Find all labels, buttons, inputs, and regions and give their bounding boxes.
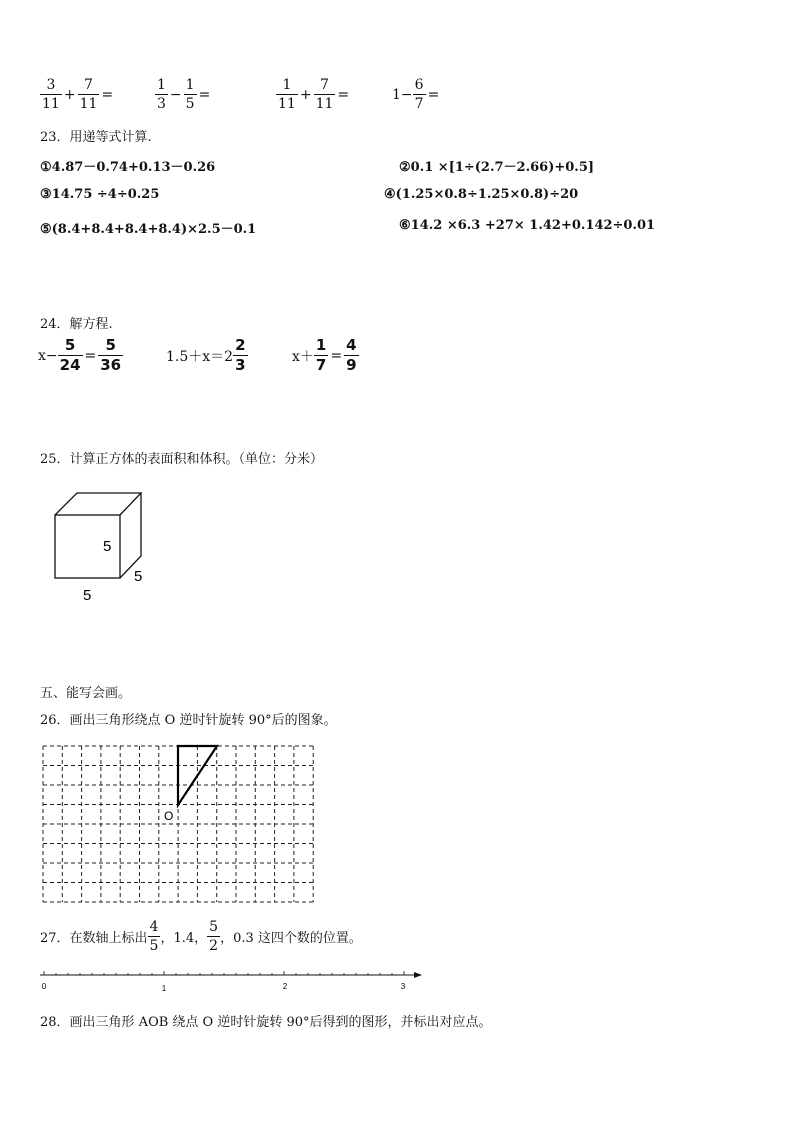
equals: =	[101, 86, 114, 103]
equation-3	[292, 338, 359, 373]
fraction: $\frac{4}{9}$	[346, 336, 357, 374]
fraction: $\frac{1}{11}$	[278, 77, 296, 112]
equation-2	[166, 338, 248, 373]
fraction: $\frac{7}{11}$	[315, 77, 334, 112]
number-line	[36, 966, 426, 994]
fraction: $\frac{1}{3}$	[157, 77, 166, 112]
operator: +	[299, 86, 312, 103]
q23-item-1: ①4.87－0.74+0.13－0.26	[40, 160, 216, 175]
fraction: $\frac{6}{7}$	[414, 77, 424, 112]
frac-expr-3	[276, 78, 351, 111]
fraction: $\frac{5}{24}$	[59, 336, 81, 374]
equals: =	[337, 86, 350, 103]
cube-figure	[50, 488, 160, 608]
q23-item-5: ⑤(8.4+8.4+8.4+8.4)×2.5－0.1	[40, 222, 257, 237]
cube-label-bottom: 5	[83, 587, 92, 604]
q27-text: ，1.4，	[160, 931, 208, 946]
q23-item-2: ②0.1 ×[1÷(2.7－2.66)+0.5]	[399, 160, 595, 175]
fraction: $\frac{1}{5}$	[185, 77, 195, 112]
q24-title: 24．解方程.	[40, 317, 113, 332]
cube-label-front: 5	[103, 538, 112, 555]
operator: +	[63, 86, 76, 103]
grid-figure	[40, 742, 320, 906]
expr-lead: 1−	[392, 86, 413, 103]
equals: =	[84, 347, 97, 364]
frac-expr-1	[40, 78, 115, 111]
frac-expr-2	[155, 78, 212, 111]
fraction: $\frac{7}{11}$	[79, 77, 98, 112]
equals: =	[330, 347, 343, 364]
cube-side-face	[120, 493, 141, 578]
q23-title: 23．用递等式计算.	[40, 130, 152, 145]
equals: =	[198, 86, 211, 103]
fraction: $\frac{4}{5}$	[149, 919, 159, 954]
tick-label-2: 2	[282, 982, 288, 991]
cube-label-side: 5	[134, 568, 143, 585]
fraction: $\frac{5}{2}$	[209, 919, 219, 954]
point-o-label: O	[164, 809, 174, 823]
q26-title: 26．画出三角形绕点 O 逆时针旋转 90°后的图象。	[40, 713, 337, 728]
tick-label-3: 3	[400, 982, 406, 991]
equation-1	[38, 338, 123, 373]
equals: =	[427, 86, 440, 103]
section-title: 五、能写会画。	[40, 686, 132, 701]
q25-title: 25．计算正方体的表面积和体积。（单位：分米）	[40, 452, 324, 467]
equation-text: 1.5＋x＝2	[166, 348, 234, 365]
fraction: $\frac{3}{11}$	[42, 77, 60, 112]
fraction: $\frac{2}{3}$	[235, 336, 246, 374]
tick-label-0: 0	[41, 982, 47, 991]
q28-title: 28．画出三角形 AOB 绕点 O 逆时针旋转 90°后得到的图形，并标出对应点。	[40, 1015, 492, 1030]
operator: −	[169, 86, 182, 103]
q27-title	[40, 920, 362, 953]
q23-item-6: ⑥14.2 ×6.3 +27× 1.42+0.142÷0.01	[399, 218, 656, 233]
q23-item-4: ④(1.25×0.8÷1.25×0.8)÷20	[384, 187, 579, 202]
arrow-icon	[414, 972, 422, 978]
cube-top-face	[55, 493, 141, 515]
fraction: $\frac{5}{36}$	[100, 336, 122, 374]
equation-text: x＋	[292, 348, 314, 365]
q23-item-3: ③14.75 ÷4÷0.25	[40, 187, 160, 202]
q27-text: 27．在数轴上标出	[40, 931, 148, 946]
q27-text: ，0.3 这四个数的位置。	[220, 931, 362, 946]
fraction: $\frac{1}{7}$	[315, 336, 327, 374]
equation-text: x−	[38, 347, 58, 364]
tick-label-1: 1	[161, 984, 167, 993]
frac-expr-4	[392, 78, 441, 111]
